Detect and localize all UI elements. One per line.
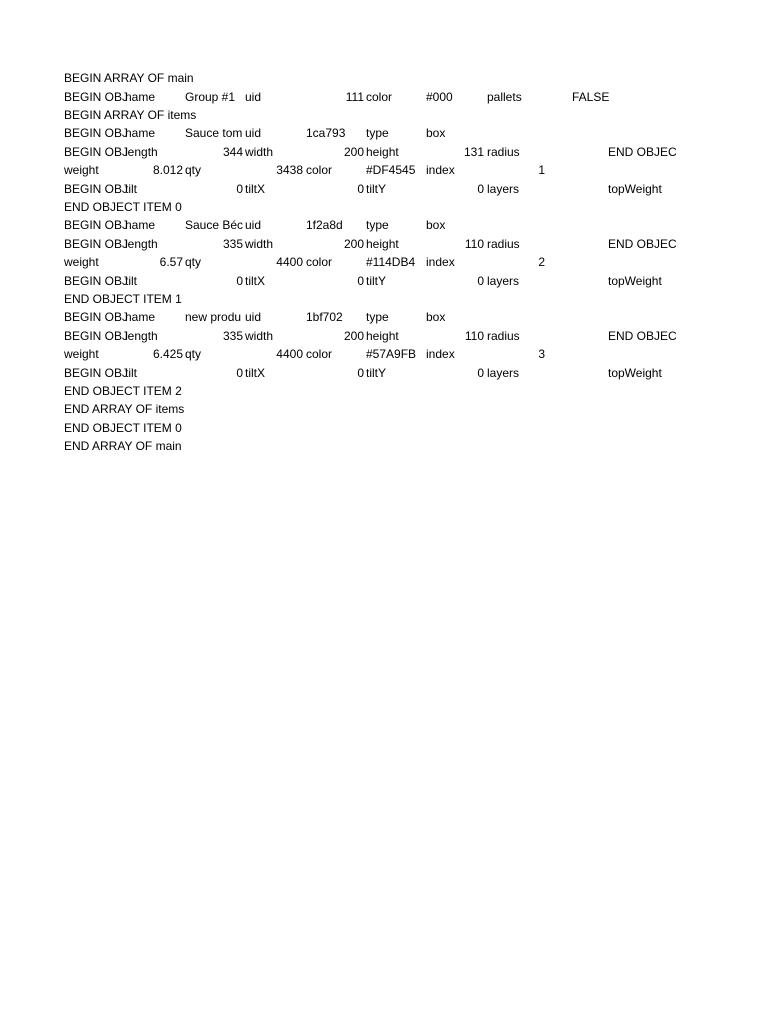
cell: BEGIN OBJ bbox=[64, 274, 129, 288]
cell: 0 bbox=[357, 366, 364, 380]
cell: type bbox=[366, 126, 389, 140]
cell: END OBJECT ITEM 1 bbox=[64, 292, 182, 306]
row-19 bbox=[0, 399, 768, 417]
cell: layers bbox=[487, 366, 520, 380]
cell: #114DB4 bbox=[366, 255, 416, 269]
cell: name bbox=[125, 310, 156, 324]
row-10 bbox=[0, 234, 768, 252]
cell: BEGIN OBJ bbox=[64, 145, 129, 159]
row-11 bbox=[0, 252, 768, 270]
row-21 bbox=[0, 436, 768, 454]
cell: length bbox=[125, 145, 158, 159]
cell: tiltY bbox=[366, 274, 387, 288]
cell: END OBJECT ITEM 0 bbox=[64, 200, 182, 214]
cell: 344 bbox=[222, 145, 243, 159]
cell: BEGIN OBJ bbox=[64, 329, 129, 343]
cell: width bbox=[245, 329, 274, 343]
cell: tiltX bbox=[245, 182, 266, 196]
cell: END OBJECT ITEM 2 bbox=[64, 384, 182, 398]
cell: weight bbox=[64, 347, 99, 361]
cell: tilt bbox=[125, 274, 137, 288]
cell: uid bbox=[245, 90, 262, 104]
cell: Sauce Béc bbox=[185, 218, 244, 232]
cell: END OBJEC bbox=[608, 237, 677, 251]
cell: name bbox=[125, 218, 156, 232]
row-13 bbox=[0, 289, 768, 307]
row-7 bbox=[0, 179, 768, 197]
row-16 bbox=[0, 344, 768, 362]
cell: length bbox=[125, 237, 158, 251]
cell: END ARRAY OF main bbox=[64, 439, 182, 453]
row-9 bbox=[0, 215, 768, 233]
cell: 0 bbox=[357, 274, 364, 288]
cell: weight bbox=[64, 163, 99, 177]
cell: END OBJEC bbox=[608, 329, 677, 343]
cell: 1bf702 bbox=[306, 310, 343, 324]
cell: weight bbox=[64, 255, 99, 269]
cell: index bbox=[426, 255, 455, 269]
cell: 3 bbox=[538, 347, 545, 361]
cell: qty bbox=[185, 163, 202, 177]
cell: BEGIN OBJ bbox=[64, 126, 129, 140]
cell: height bbox=[366, 237, 399, 251]
cell: tiltY bbox=[366, 366, 387, 380]
cell: 335 bbox=[222, 237, 243, 251]
row-17 bbox=[0, 363, 768, 381]
cell: BEGIN OBJ bbox=[64, 237, 129, 251]
cell: width bbox=[245, 237, 274, 251]
cell: 1 bbox=[538, 163, 545, 177]
cell: 8.012 bbox=[152, 163, 183, 177]
cell: type bbox=[366, 310, 389, 324]
cell: box bbox=[426, 126, 446, 140]
cell: type bbox=[366, 218, 389, 232]
cell: box bbox=[426, 310, 446, 324]
cell: 131 bbox=[463, 145, 484, 159]
cell: index bbox=[426, 163, 455, 177]
cell: tiltX bbox=[245, 366, 266, 380]
cell: 200 bbox=[343, 329, 364, 343]
cell: 200 bbox=[343, 145, 364, 159]
cell: Sauce tom bbox=[185, 126, 243, 140]
row-1 bbox=[0, 68, 768, 86]
cell: 4400 bbox=[276, 255, 303, 269]
cell: 0 bbox=[236, 182, 243, 196]
cell: 6.57 bbox=[159, 255, 183, 269]
cell: layers bbox=[487, 182, 520, 196]
cell: height bbox=[366, 145, 399, 159]
cell: tilt bbox=[125, 366, 137, 380]
cell: #DF4545 bbox=[366, 163, 416, 177]
cell: 2 bbox=[538, 255, 545, 269]
cell: radius bbox=[487, 237, 520, 251]
cell: color bbox=[306, 347, 333, 361]
cell: 0 bbox=[236, 274, 243, 288]
row-8 bbox=[0, 197, 768, 215]
cell: 0 bbox=[236, 366, 243, 380]
cell: END OBJEC bbox=[608, 145, 677, 159]
cell: uid bbox=[245, 310, 262, 324]
cell: 0 bbox=[357, 182, 364, 196]
cell: tiltY bbox=[366, 182, 387, 196]
cell: END OBJECT ITEM 0 bbox=[64, 421, 182, 435]
cell: radius bbox=[487, 145, 520, 159]
cell: 110 bbox=[464, 237, 484, 251]
cell: height bbox=[366, 329, 399, 343]
cell: topWeight bbox=[608, 366, 662, 380]
row-20 bbox=[0, 418, 768, 436]
cell: tilt bbox=[125, 182, 137, 196]
cell: name bbox=[125, 90, 156, 104]
cell: 6.425 bbox=[152, 347, 183, 361]
cell: pallets bbox=[487, 90, 522, 104]
cell: END ARRAY OF items bbox=[64, 402, 185, 416]
row-5 bbox=[0, 142, 768, 160]
row-4 bbox=[0, 123, 768, 141]
row-12 bbox=[0, 271, 768, 289]
cell: topWeight bbox=[608, 274, 662, 288]
cell: qty bbox=[185, 347, 202, 361]
row-3 bbox=[0, 105, 768, 123]
row-6 bbox=[0, 160, 768, 178]
cell: 0 bbox=[477, 182, 484, 196]
cell: 1ca793 bbox=[306, 126, 346, 140]
cell: new produ bbox=[185, 310, 242, 324]
cell: 4400 bbox=[276, 347, 303, 361]
cell: uid bbox=[245, 126, 262, 140]
cell: BEGIN OBJ bbox=[64, 182, 129, 196]
cell: #57A9FB bbox=[366, 347, 417, 361]
row-15 bbox=[0, 326, 768, 344]
cell: BEGIN ARRAY OF items bbox=[64, 108, 197, 122]
cell: 0 bbox=[477, 274, 484, 288]
cell: name bbox=[125, 126, 156, 140]
row-2 bbox=[0, 87, 768, 105]
row-14 bbox=[0, 307, 768, 325]
cell: topWeight bbox=[608, 182, 662, 196]
cell: layers bbox=[487, 274, 520, 288]
cell: 1f2a8d bbox=[306, 218, 343, 232]
cell: tiltX bbox=[245, 274, 266, 288]
cell: uid bbox=[245, 218, 262, 232]
cell: qty bbox=[185, 255, 202, 269]
cell: radius bbox=[487, 329, 520, 343]
cell: color bbox=[306, 255, 333, 269]
cell: BEGIN OBJ bbox=[64, 218, 129, 232]
row-18 bbox=[0, 381, 768, 399]
cell: 111 bbox=[345, 90, 364, 104]
cell: color bbox=[366, 90, 393, 104]
cell: BEGIN OBJ bbox=[64, 366, 129, 380]
cell: length bbox=[125, 329, 158, 343]
cell: 200 bbox=[343, 237, 364, 251]
cell: box bbox=[426, 218, 446, 232]
cell: index bbox=[426, 347, 455, 361]
cell: 3438 bbox=[276, 163, 303, 177]
cell: BEGIN OBJ bbox=[64, 90, 129, 104]
cell: FALSE bbox=[572, 90, 610, 104]
cell: 335 bbox=[222, 329, 243, 343]
cell: 110 bbox=[464, 329, 484, 343]
cell: width bbox=[245, 145, 274, 159]
cell: 0 bbox=[477, 366, 484, 380]
cell: color bbox=[306, 163, 333, 177]
cell: Group #1 bbox=[185, 90, 236, 104]
cell: BEGIN ARRAY OF main bbox=[64, 71, 194, 85]
cell: BEGIN OBJ bbox=[64, 310, 129, 324]
cell: #000 bbox=[426, 90, 453, 104]
